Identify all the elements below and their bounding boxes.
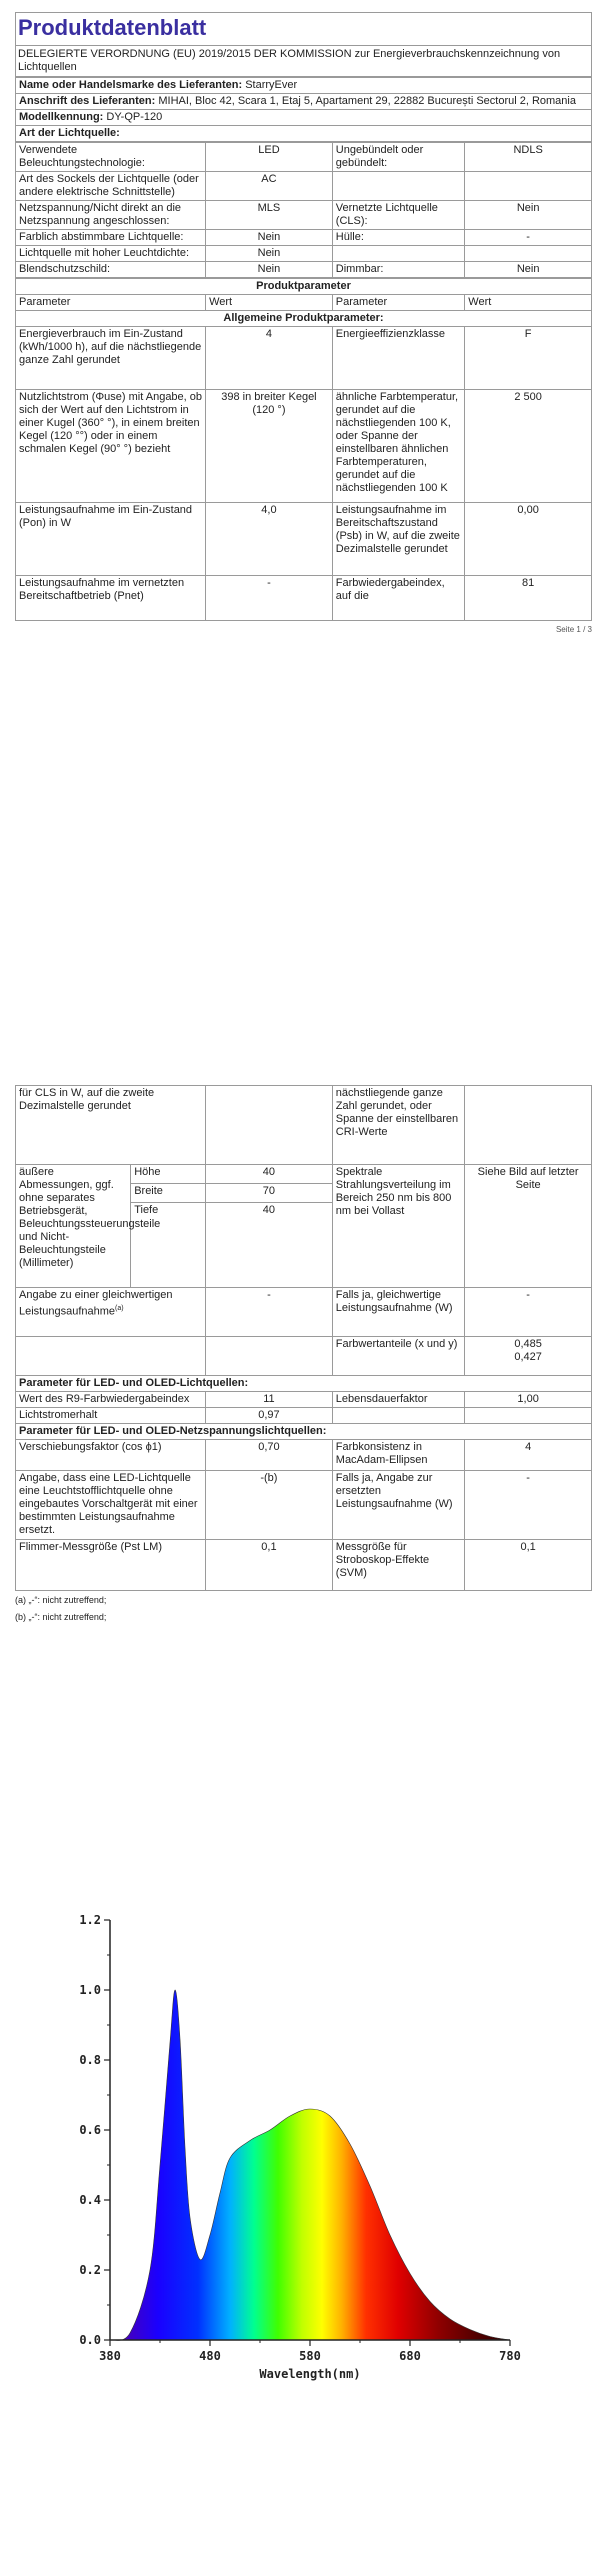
general-param-value: 2 500 <box>465 390 592 503</box>
general-param-label: ähnliche Farbtemperatur, gerundet auf die nächstliegenden 100 K, oder Spanne der einstellbaren ähnlichen Farbtemperaturen, gerundet auf die nächstliegenden 100 K <box>332 390 464 503</box>
type-param-value <box>465 246 592 262</box>
type-row <box>16 201 592 230</box>
y-tick-label: 0.2 <box>79 2263 101 2277</box>
x-tick-label: 380 <box>99 2349 121 2363</box>
life-value: 1,00 <box>465 1392 592 1408</box>
type-param-label: Hülle: <box>332 230 464 246</box>
r9-label: Wert des R9-Farbwiedergabeindex <box>16 1392 206 1408</box>
general-row <box>16 503 592 576</box>
brand-row: Name oder Handelsmarke des Lieferanten: StarryEver <box>16 78 592 94</box>
disp-label: Verschiebungsfaktor (cos ϕ1) <box>16 1440 206 1471</box>
type-row <box>16 172 592 201</box>
flicker-label: Flimmer-Messgröße (Pst LM) <box>16 1540 206 1591</box>
equiv-value: - <box>206 1288 333 1337</box>
chroma-values: 0,485 0,427 <box>465 1337 592 1376</box>
general-param-label: Nutzlichtstrom (Φuse) mit Angabe, ob sich der Wert auf den Lichtstrom in einer Kugel (360° °), in einem breiten Kegel (120 °°) oder in einem schmalen Kegel (90° °) bezieht <box>16 390 206 503</box>
y-tick-label: 0.6 <box>79 2123 101 2137</box>
general-row <box>16 390 592 503</box>
type-row <box>16 230 592 246</box>
general-param-label: Farbwiedergabeindex, auf die <box>332 576 464 621</box>
type-row <box>16 246 592 262</box>
general-param-label: Leistungsaufnahme im vernetzten Bereitschaftbetrieb (Pnet) <box>16 576 206 621</box>
type-param-label: Farblich abstimmbare Lichtquelle: <box>16 230 206 246</box>
general-param-value: F <box>465 327 592 390</box>
general-params-heading: Allgemeine Produktparameter: <box>16 311 592 327</box>
type-param-label: Verwendete Beleuchtungstechnologie: <box>16 143 206 172</box>
type-param-label: Blendschutzschild: <box>16 262 206 278</box>
footnote-b: (b) „-“: nicht zutreffend; <box>15 1612 107 1622</box>
spectral-label: Spektrale Strahlungsverteilung im Bereich 250 nm bis 800 nm bei Vollast <box>332 1165 464 1288</box>
general-param-value: 398 in breiter Kegel (120 °) <box>206 390 333 503</box>
y-tick-label: 0.8 <box>79 2053 101 2067</box>
general-param-label: Energieverbrauch im Ein-Zustand (kWh/1000 h), auf die nächstliegende ganze Zahl gerundet <box>16 327 206 390</box>
led-section-heading: Parameter für LED- und OLED-Lichtquellen: <box>16 1376 592 1392</box>
col-header-param: Parameter <box>332 295 464 311</box>
general-param-value: 4 <box>206 327 333 390</box>
type-param-value: MLS <box>206 201 333 230</box>
spectrum-svg <box>60 1905 530 2385</box>
macadam-value: 4 <box>465 1440 592 1471</box>
dim-depth-value: 40 <box>206 1203 333 1288</box>
x-tick-label: 480 <box>199 2349 221 2363</box>
supplier-table <box>15 77 592 142</box>
general-param-value: 4,0 <box>206 503 333 576</box>
replace2-label: Falls ja, Angabe zur ersetzten Leistungsaufnahme (W) <box>332 1471 464 1540</box>
address-value: MIHAI, Bloc 42, Scara 1, Etaj 5, Apartament 29, 22882 București Sectorul 2, Romania <box>158 95 576 107</box>
model-row: Modellkennung: DY-QP-120 <box>16 110 592 126</box>
dimensions-label: äußere Abmessungen, ggf. ohne separates Betriebsgerät, Beleuchtungssteuerungsteile und Nicht-Beleuchtungsteile (Millimeter) <box>16 1165 131 1288</box>
col-header-param: Parameter <box>16 295 206 311</box>
general-param-value: 0,00 <box>465 503 592 576</box>
dim-depth-label: Tiefe <box>131 1203 206 1288</box>
general-param-label: Leistungsaufnahme im Ein-Zustand (Pon) in W <box>16 503 206 576</box>
general-row <box>16 576 592 621</box>
regulation-intro: DELEGIERTE VERORDNUNG (EU) 2019/2015 DER KOMMISSION zur Energieverbrauchskennzeichnung von Lichtquellen <box>18 48 561 73</box>
address-row: Anschrift des Lieferanten: MIHAI, Bloc 42, Scara 1, Etaj 5, Apartament 29, 22882 București Sectorul 2, Romania <box>16 94 592 110</box>
type-param-value: - <box>465 230 592 246</box>
page-title: Produktdatenblatt <box>16 13 591 46</box>
equiv2-label: Falls ja, gleichwertige Leistungsaufnahme (W) <box>332 1288 464 1337</box>
type-param-label <box>332 246 464 262</box>
y-tick-label: 1.2 <box>79 1913 101 1927</box>
type-param-label <box>332 172 464 201</box>
type-param-label: Netzspannung/Nicht direkt an die Netzspannung angeschlossen: <box>16 201 206 230</box>
dim-height-value: 40 <box>206 1165 333 1184</box>
dim-width-value: 70 <box>206 1184 333 1203</box>
x-axis-label: Wavelength(nm) <box>259 2367 361 2381</box>
general-param-value: - <box>206 576 333 621</box>
type-param-value: Nein <box>206 262 333 278</box>
type-row <box>16 143 592 172</box>
type-param-value: Nein <box>465 262 592 278</box>
disp-value: 0,70 <box>206 1440 333 1471</box>
type-row <box>16 262 592 278</box>
type-param-value: Nein <box>465 201 592 230</box>
continued-table <box>15 1085 592 1591</box>
y-tick-label: 0.4 <box>79 2193 101 2207</box>
spectrum-chart <box>60 1905 530 2385</box>
lum-value: 0,97 <box>206 1408 333 1424</box>
product-params-heading: Produktparameter <box>16 279 592 295</box>
chroma-label: Farbwertanteile (x und y) <box>332 1337 464 1376</box>
replace-value: -(b) <box>206 1471 333 1540</box>
type-param-value: AC <box>206 172 333 201</box>
type-param-value: Nein <box>206 246 333 262</box>
brand-value: StarryEver <box>245 79 298 91</box>
dim-width-label: Breite <box>131 1184 206 1203</box>
footnote-a: (a) „-“: nicht zutreffend; <box>15 1595 107 1605</box>
r9-value: 11 <box>206 1392 333 1408</box>
x-tick-label: 580 <box>299 2349 321 2363</box>
page-2 <box>15 1085 592 1623</box>
replace2-value: - <box>465 1471 592 1540</box>
x-tick-label: 680 <box>399 2349 421 2363</box>
col-header-value: Wert <box>465 295 592 311</box>
cls-power-label: für CLS in W, auf die zweite Dezimalstelle gerundet <box>16 1086 206 1165</box>
type-param-label: Ungebündelt oder gebündelt: <box>332 143 464 172</box>
strobe-value: 0,1 <box>465 1540 592 1591</box>
mains-section-heading: Parameter für LED- und OLED-Netzspannungslichtquellen: <box>16 1424 592 1440</box>
type-param-value: NDLS <box>465 143 592 172</box>
spectral-value: Siehe Bild auf letzter Seite <box>465 1165 592 1288</box>
general-row <box>16 327 592 390</box>
y-tick-label: 0.0 <box>79 2333 101 2347</box>
type-table <box>15 142 592 278</box>
general-param-value: 81 <box>465 576 592 621</box>
x-tick-label: 780 <box>499 2349 521 2363</box>
cri-label: nächstliegende ganze Zahl gerundet, oder Spanne der einstellbaren CRI-Werte <box>332 1086 464 1165</box>
type-param-value: LED <box>206 143 333 172</box>
type-param-value: Nein <box>206 230 333 246</box>
dim-height-label: Höhe <box>131 1165 206 1184</box>
general-param-label: Leistungsaufnahme im Bereitschaftszustand (Psb) in W, auf die zweite Dezimalstelle gerundet <box>332 503 464 576</box>
replace-label: Angabe, dass eine LED-Lichtquelle eine Leuchtstofflichtquelle ohne eingebautes Vorschaltgerät mit einer bestimmten Leistungsaufnahme ersetzt. <box>16 1471 206 1540</box>
page-1 <box>15 12 592 634</box>
type-param-value <box>465 172 592 201</box>
macadam-label: Farbkonsistenz in MacAdam-Ellipsen <box>332 1440 464 1471</box>
y-tick-label: 1.0 <box>79 1983 101 1997</box>
strobe-label: Messgröße für Stroboskop-Effekte (SVM) <box>332 1540 464 1591</box>
type-param-label: Dimmbar: <box>332 262 464 278</box>
type-param-label: Art des Sockels der Lichtquelle (oder andere elektrische Schnittstelle) <box>16 172 206 201</box>
general-param-label: Energieeffizienzklasse <box>332 327 464 390</box>
page-number: Seite 1 / 3 <box>555 625 592 634</box>
model-value: DY-QP-120 <box>106 111 163 123</box>
lum-label: Lichtstromerhalt <box>16 1408 206 1424</box>
equiv-label: Angabe zu einer gleichwertigen Leistungsaufnahme$^{(a)}$ <box>16 1288 206 1337</box>
section-type: Art der Lichtquelle: <box>16 126 592 142</box>
col-header-value: Wert <box>206 295 333 311</box>
life-label: Lebensdauerfaktor <box>332 1392 464 1408</box>
equiv2-value: - <box>465 1288 592 1337</box>
flicker-value: 0,1 <box>206 1540 333 1591</box>
product-params-table <box>15 278 592 621</box>
type-param-label: Lichtquelle mit hoher Leuchtdichte: <box>16 246 206 262</box>
type-param-label: Vernetzte Lichtquelle (CLS): <box>332 201 464 230</box>
